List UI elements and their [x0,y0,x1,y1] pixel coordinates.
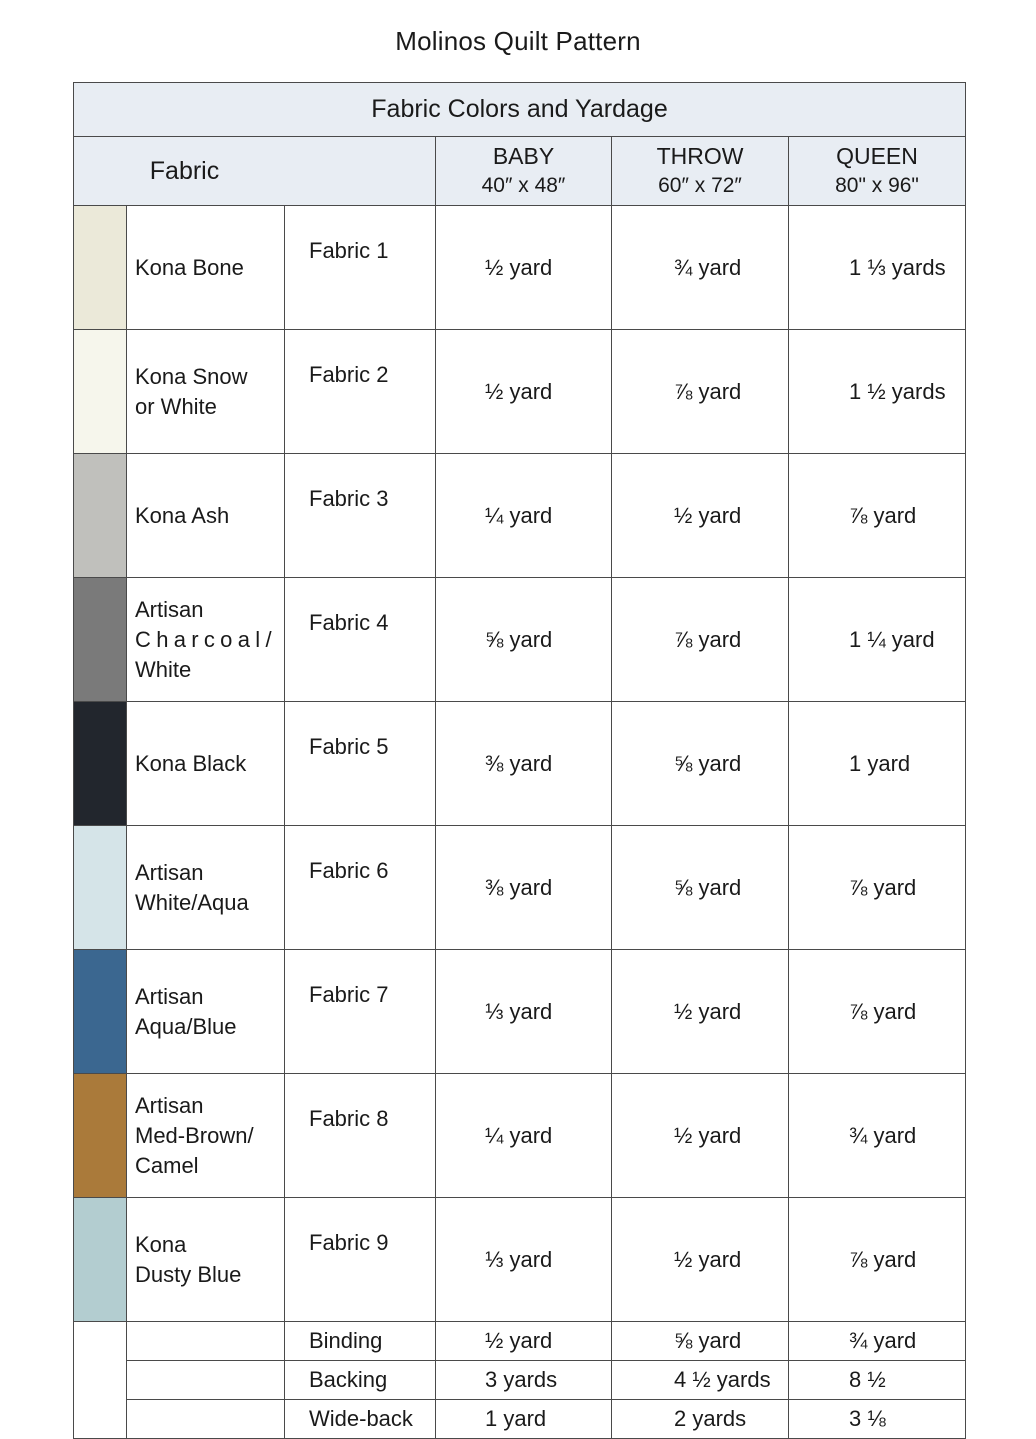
fabric-rows [74,206,966,1322]
fabric-name [127,1198,285,1322]
blank-name-cell [127,1361,285,1400]
extra-yardage-queen: 8 ½ [789,1361,966,1400]
fabric-label: Fabric 2 [285,330,436,454]
yardage-throw: ½ yard [612,1074,789,1198]
size-name: THROW [656,143,744,169]
fabric-name-line: Aqua/Blue [135,1013,237,1039]
yardage-queen: ⅞ yard [789,454,966,578]
fabric-name-line: Kona Black [135,750,247,776]
size-dimensions: 40″ x 48″ [481,174,566,197]
fabric-name [127,454,285,578]
color-swatch [74,826,127,950]
yardage-throw: ⅝ yard [612,826,789,950]
yardage-baby: ¼ yard [436,454,612,578]
yardage-throw: ½ yard [612,1198,789,1322]
yardage-throw: ¾ yard [612,206,789,330]
yardage-table [73,82,966,1439]
fabric-name-line: White/Aqua [135,889,249,915]
extra-label: Binding [285,1322,436,1361]
fabric-label: Fabric 4 [285,578,436,702]
yardage-baby: ⅓ yard [436,1198,612,1322]
fabric-name-line: Kona Ash [135,502,230,528]
fabric-name-line: Artisan [135,859,204,885]
blank-name-cell [127,1322,285,1361]
color-swatch [74,950,127,1074]
fabric-column-header: Fabric [74,137,436,206]
size-header-throw [612,137,789,206]
yardage-baby: ½ yard [436,330,612,454]
fabric-name-line: Kona [135,1231,187,1257]
fabric-row [74,702,966,826]
fabric-row [74,454,966,578]
extra-yardage-queen: ¾ yard [789,1322,966,1361]
color-swatch [74,578,127,702]
fabric-row [74,826,966,950]
size-name: BABY [492,143,555,169]
extra-yardage-throw: 2 yards [612,1400,789,1439]
extra-yardage-queen: 3 ⅛ [789,1400,966,1439]
header-row [74,137,966,206]
fabric-name-line: Artisan [135,596,204,622]
color-swatch [74,330,127,454]
fabric-row [74,330,966,454]
size-header-baby [436,137,612,206]
fabric-name-line: Artisan [135,983,204,1009]
extra-yardage-throw: 4 ½ yards [612,1361,789,1400]
blank-swatch [74,1322,127,1439]
fabric-label: Fabric 5 [285,702,436,826]
fabric-name-line: Med-Brown/ [135,1122,254,1148]
page-title: Molinos Quilt Pattern [395,26,641,56]
fabric-name-line: Charcoal/ [135,626,277,652]
fabric-row [74,1074,966,1198]
yardage-queen: ⅞ yard [789,950,966,1074]
yardage-queen: 1 yard [789,702,966,826]
color-swatch [74,1074,127,1198]
yardage-baby: ⅝ yard [436,578,612,702]
fabric-name-line: White [135,656,192,682]
fabric-name [127,702,285,826]
fabric-name [127,330,285,454]
fabric-label: Fabric 8 [285,1074,436,1198]
color-swatch [74,454,127,578]
yardage-queen: 1 ¼ yard [789,578,966,702]
yardage-baby: ⅓ yard [436,950,612,1074]
color-swatch [74,702,127,826]
fabric-name [127,578,285,702]
extra-yardage-baby: ½ yard [436,1322,612,1361]
color-swatch [74,206,127,330]
size-dimensions: 60″ x 72″ [658,174,742,197]
fabric-name-line: Artisan [135,1092,204,1118]
yardage-queen: 1 ⅓ yards [789,206,966,330]
yardage-throw: ⅝ yard [612,702,789,826]
table-caption: Fabric Colors and Yardage [74,83,966,137]
fabric-name [127,206,285,330]
yardage-throw: ⅞ yard [612,578,789,702]
yardage-baby: ⅜ yard [436,826,612,950]
yardage-baby: ⅜ yard [436,702,612,826]
blank-name-cell [127,1400,285,1439]
extra-label: Wide-back [285,1400,436,1439]
extra-yardage-throw: ⅝ yard [612,1322,789,1361]
fabric-name-line: Kona Bone [135,254,244,280]
extra-row [74,1400,966,1439]
yardage-throw: ⅞ yard [612,330,789,454]
extra-yardage-baby: 3 yards [436,1361,612,1400]
fabric-label: Fabric 7 [285,950,436,1074]
fabric-name-line: Dusty Blue [135,1261,242,1287]
size-dimensions: 80" x 96" [835,174,919,197]
fabric-label: Fabric 3 [285,454,436,578]
size-header-queen [789,137,966,206]
yardage-baby: ½ yard [436,206,612,330]
fabric-label: Fabric 9 [285,1198,436,1322]
color-swatch [74,1198,127,1322]
size-name: QUEEN [836,143,918,169]
fabric-name [127,950,285,1074]
extra-yardage-baby: 1 yard [436,1400,612,1439]
extra-label: Backing [285,1361,436,1400]
fabric-label: Fabric 1 [285,206,436,330]
yardage-queen: ⅞ yard [789,1198,966,1322]
fabric-label: Fabric 6 [285,826,436,950]
extra-row [74,1361,966,1400]
fabric-name-line: Camel [135,1152,199,1178]
yardage-baby: ¼ yard [436,1074,612,1198]
fabric-row [74,578,966,702]
yardage-throw: ½ yard [612,950,789,1074]
fabric-row [74,206,966,330]
yardage-queen: ¾ yard [789,1074,966,1198]
fabric-name-line: or White [135,393,217,419]
fabric-name [127,826,285,950]
extra-row [74,1322,966,1361]
fabric-row [74,1198,966,1322]
yardage-throw: ½ yard [612,454,789,578]
yardage-queen: 1 ½ yards [789,330,966,454]
extra-rows [74,1322,966,1439]
fabric-name [127,1074,285,1198]
yardage-queen: ⅞ yard [789,826,966,950]
fabric-name-line: Kona Snow [135,363,248,389]
fabric-row [74,950,966,1074]
